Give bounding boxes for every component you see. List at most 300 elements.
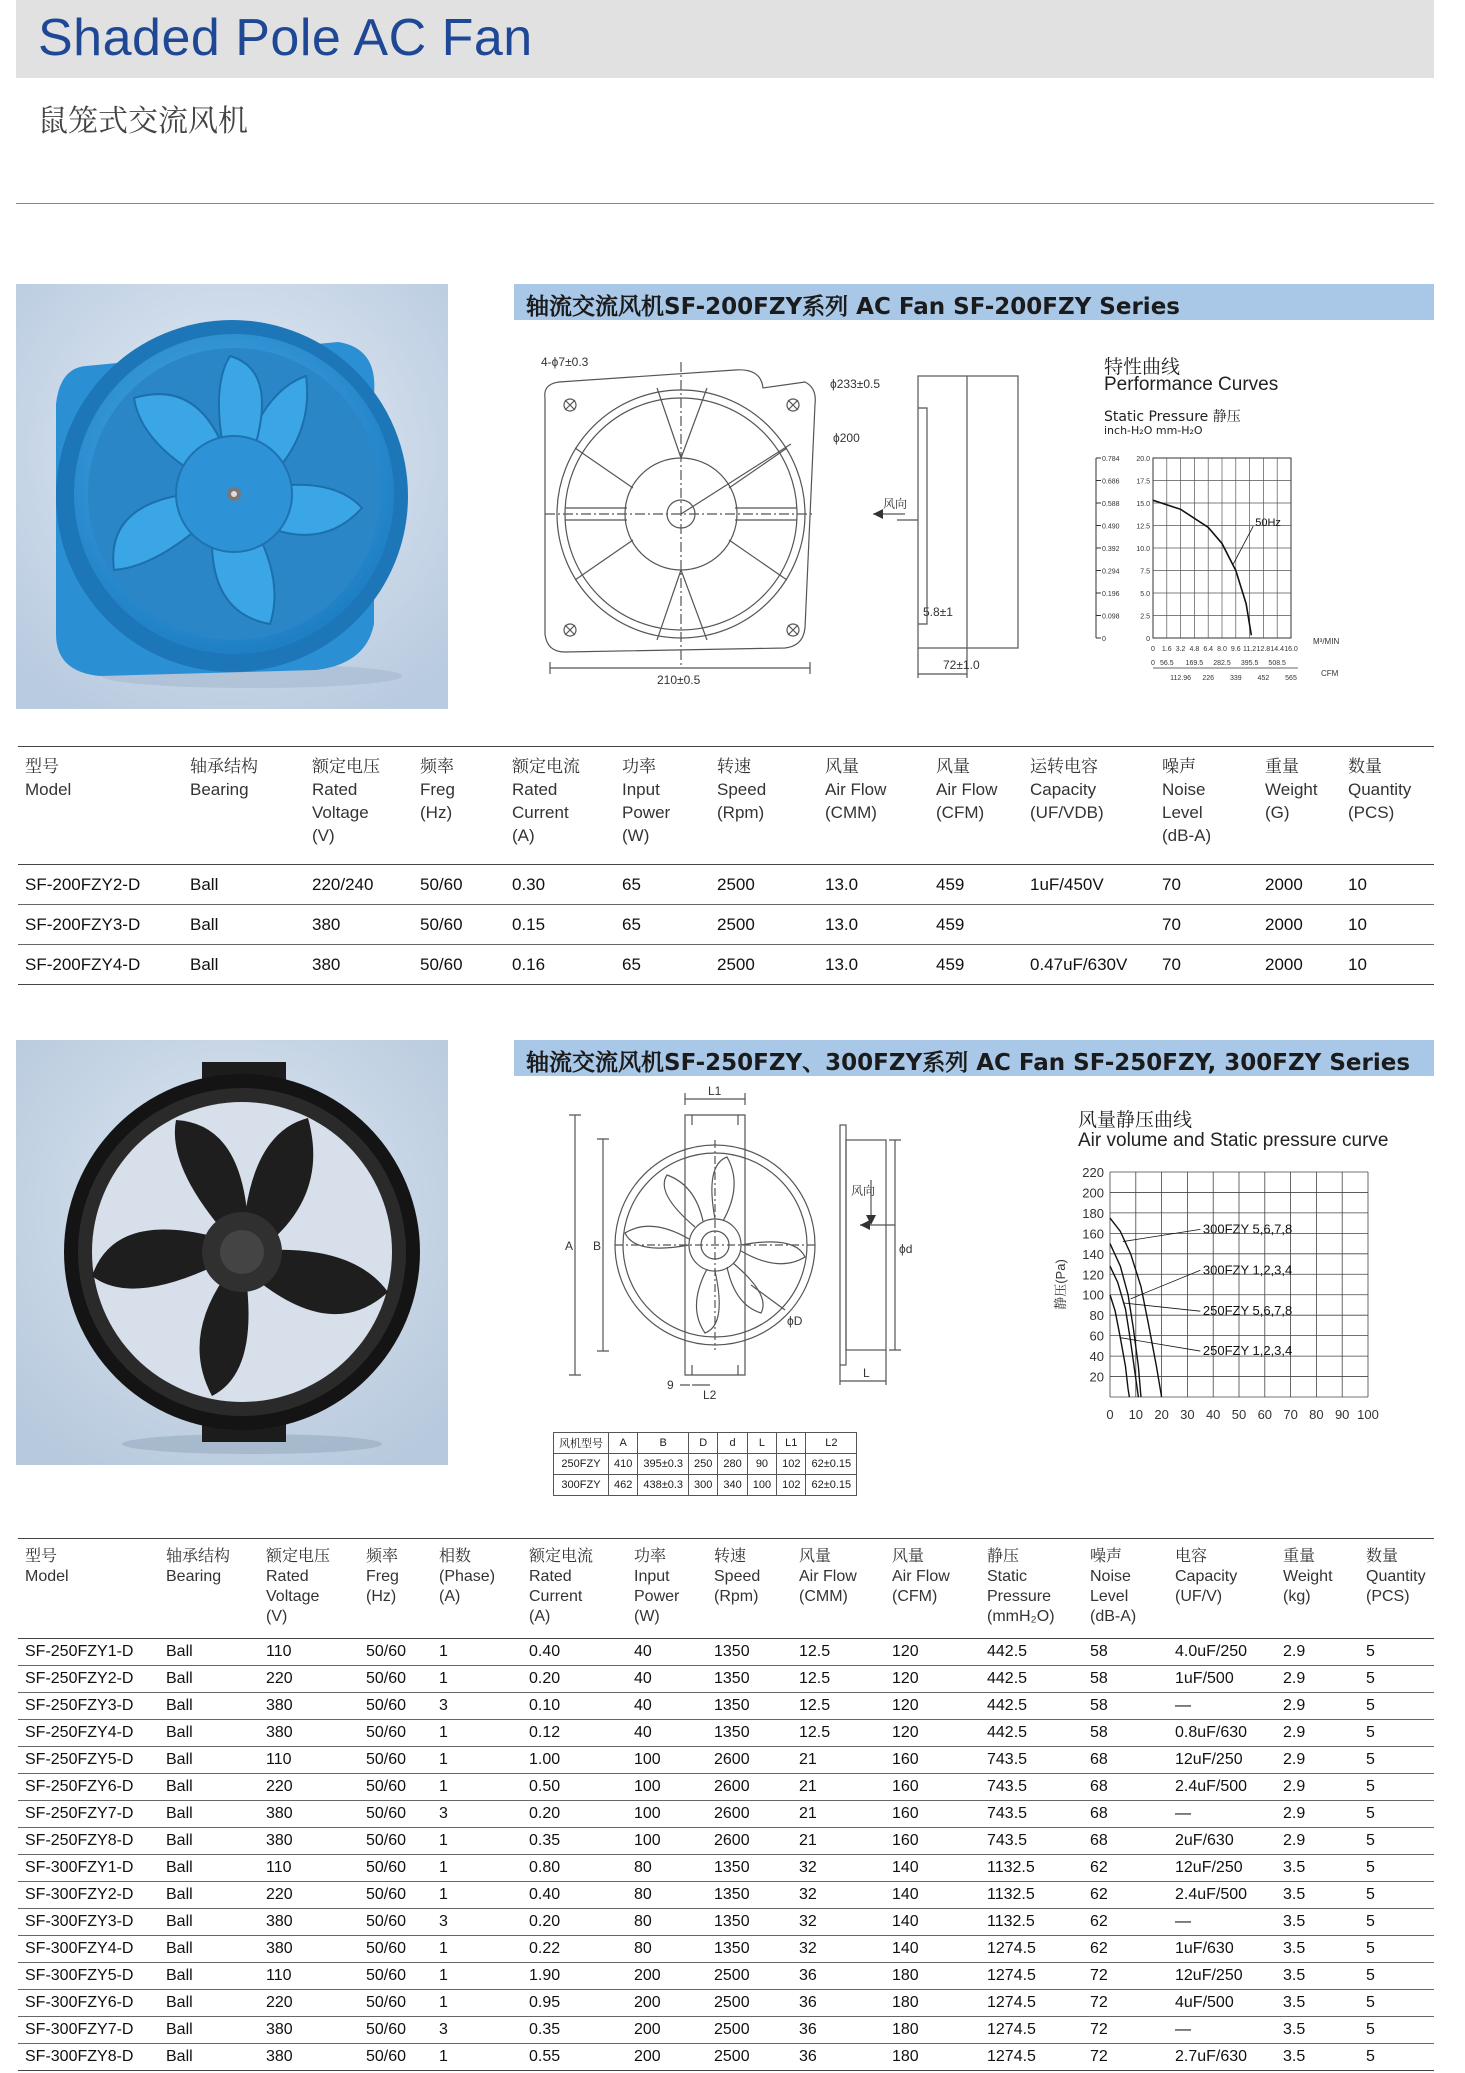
table-cell: 0.20 bbox=[529, 1670, 561, 1687]
table-cell: 200 bbox=[634, 1967, 661, 1984]
table-cell: 442.5 bbox=[987, 1724, 1028, 1741]
table-cell: 2.9 bbox=[1283, 1670, 1306, 1687]
table-cell: 1uF/630 bbox=[1175, 1940, 1234, 1957]
table-cell: 5 bbox=[1366, 1697, 1375, 1714]
table-cell: 250 bbox=[689, 1454, 718, 1475]
table-cell: 0.50 bbox=[529, 1778, 561, 1795]
table-cell: 68 bbox=[1090, 1832, 1108, 1849]
table-cell: SF-200FZY4-D bbox=[25, 954, 141, 974]
table-cell: 110 bbox=[266, 1751, 292, 1768]
table-cell: 50/60 bbox=[366, 1832, 407, 1849]
table-cell: 50/60 bbox=[420, 874, 463, 894]
table-cell: 2600 bbox=[714, 1778, 750, 1795]
table-cell: d bbox=[718, 1433, 747, 1454]
table-cell: 2.9 bbox=[1283, 1697, 1306, 1714]
table-cell: 62 bbox=[1090, 1886, 1108, 1903]
table-cell: 0.16 bbox=[512, 954, 546, 974]
series-leader bbox=[1233, 526, 1253, 564]
table-cell: 1274.5 bbox=[987, 1967, 1036, 1984]
table-cell: 72 bbox=[1090, 2048, 1108, 2065]
table-cell: 442.5 bbox=[987, 1670, 1028, 1687]
page-title: Shaded Pole AC Fan bbox=[38, 9, 533, 67]
table-cell: — bbox=[1175, 1913, 1191, 1930]
table-cell: SF-250FZY6-D bbox=[25, 1778, 134, 1795]
tick-label-cfm: 56.5 bbox=[1159, 660, 1174, 667]
table-cell: 2600 bbox=[714, 1751, 750, 1768]
table-row bbox=[18, 1909, 1434, 1936]
table-cell: Ball bbox=[166, 1697, 193, 1714]
table-cell: 70 bbox=[1162, 874, 1181, 894]
tick-label-inch: 0.098 bbox=[1102, 613, 1120, 621]
table-cell: 100 bbox=[634, 1778, 661, 1795]
table-cell: 1 bbox=[439, 1832, 448, 1849]
tick-label-y: 200 bbox=[1082, 1185, 1104, 1201]
drawing-label-A: A bbox=[565, 1239, 574, 1253]
dimensions-table bbox=[553, 1432, 857, 1496]
table-cell: Ball bbox=[166, 1805, 193, 1822]
table-cell: 12.5 bbox=[799, 1724, 831, 1741]
table-cell: 80 bbox=[634, 1913, 652, 1930]
table-cell: 10 bbox=[1348, 954, 1367, 974]
sf200-header-6: 转速 Speed (Rpm) bbox=[717, 757, 767, 822]
table-cell: 40 bbox=[634, 1643, 652, 1660]
table-cell: SF-200FZY3-D bbox=[25, 914, 141, 934]
table-cell: 1274.5 bbox=[987, 2048, 1036, 2065]
tick-label-x: 60 bbox=[1257, 1407, 1273, 1422]
table-cell: 442.5 bbox=[987, 1697, 1028, 1714]
tick-label-cmm: 3.2 bbox=[1175, 646, 1186, 653]
tick-label-mm: 17.5 bbox=[1136, 478, 1150, 486]
table-cell: 13.0 bbox=[825, 874, 859, 894]
sf250-header-7: 转速 Speed (Rpm) bbox=[714, 1548, 761, 1605]
table-cell: 50/60 bbox=[366, 1886, 407, 1903]
table-cell: SF-300FZY4-D bbox=[25, 1940, 134, 1957]
table-cell: 62 bbox=[1090, 1940, 1108, 1957]
table-cell: 12uF/250 bbox=[1175, 1967, 1243, 1984]
table-cell: 280 bbox=[718, 1454, 747, 1475]
drawing-label-airflow: 风向 bbox=[851, 1184, 876, 1198]
tick-label-cmm: 1.6 bbox=[1161, 646, 1172, 653]
table-cell: 2.7uF/630 bbox=[1175, 2048, 1248, 2065]
table-cell: 0.22 bbox=[529, 1940, 561, 1957]
table-cell: 140 bbox=[892, 1913, 919, 1930]
table-cell: 395±0.3 bbox=[638, 1454, 689, 1475]
table-cell: Ball bbox=[166, 1886, 193, 1903]
table-cell: SF-250FZY5-D bbox=[25, 1751, 134, 1768]
table-cell: 1uF/500 bbox=[1175, 1670, 1234, 1687]
tick-label-mm: 15.0 bbox=[1136, 501, 1150, 508]
table-cell: 5 bbox=[1366, 2048, 1375, 2065]
table-cell: 2500 bbox=[714, 2048, 750, 2065]
table-row bbox=[554, 1433, 857, 1454]
fan-photo-sf250-300 bbox=[16, 1040, 448, 1465]
tick-label-inch: 0.588 bbox=[1102, 501, 1120, 508]
tick-label-cfm: 112.96 bbox=[1170, 675, 1192, 682]
table-cell: 2600 bbox=[714, 1805, 750, 1822]
table-cell: 2uF/630 bbox=[1175, 1832, 1234, 1849]
table-cell: 2000 bbox=[1265, 914, 1303, 934]
table-cell: 0.35 bbox=[529, 1832, 561, 1849]
table-cell: 32 bbox=[799, 1913, 817, 1930]
table-cell: 2000 bbox=[1265, 874, 1303, 894]
table-cell: 5 bbox=[1366, 1778, 1375, 1795]
table-cell: 459 bbox=[936, 914, 965, 934]
sf200-header-3: 频率 Freg (Hz) bbox=[420, 757, 455, 822]
series-label-0: 300FZY 5,6,7,8 bbox=[1202, 1221, 1293, 1237]
table-cell: 50/60 bbox=[366, 2048, 407, 2065]
tick-label-mm: 12.5 bbox=[1136, 523, 1150, 531]
table-cell: 120 bbox=[892, 1697, 919, 1714]
table-row bbox=[18, 2044, 1434, 2071]
table-cell: Ball bbox=[166, 1751, 193, 1768]
table-cell: 50/60 bbox=[366, 2021, 407, 2038]
table-row bbox=[18, 2017, 1434, 2044]
title-band bbox=[16, 0, 1434, 78]
table-cell: 4uF/500 bbox=[1175, 1994, 1234, 2011]
series-label-2: 250FZY 5,6,7,8 bbox=[1202, 1303, 1293, 1319]
table-cell: 2.9 bbox=[1283, 1643, 1306, 1660]
sf250-header-5: 额定电流 Rated Current (A) bbox=[529, 1548, 594, 1625]
table-cell: 459 bbox=[936, 954, 965, 974]
table-cell: 1 bbox=[439, 1940, 448, 1957]
table-cell: 140 bbox=[892, 1859, 919, 1876]
table-cell: 300FZY bbox=[554, 1475, 609, 1496]
drawing-label-nine: 9 bbox=[667, 1378, 674, 1392]
tick-label-cfm: 0 bbox=[1151, 660, 1155, 667]
drawing-label-airflow: 风向 bbox=[883, 497, 908, 511]
spec-table-sf250-300 bbox=[18, 1538, 1434, 2071]
table-cell: SF-300FZY7-D bbox=[25, 2021, 134, 2038]
table-cell: 58 bbox=[1090, 1670, 1108, 1687]
table-cell: SF-300FZY3-D bbox=[25, 1913, 134, 1930]
table-cell: 0.40 bbox=[529, 1643, 561, 1660]
tick-label-y: 100 bbox=[1082, 1287, 1104, 1303]
table-cell: 1350 bbox=[714, 1886, 750, 1903]
table-cell: 180 bbox=[892, 1967, 919, 1984]
table-cell: 110 bbox=[266, 1859, 292, 1876]
tick-label-x: 70 bbox=[1283, 1407, 1298, 1422]
tick-label-cmm: 0 bbox=[1151, 646, 1155, 653]
table-cell: Ball bbox=[190, 874, 219, 894]
table-cell: SF-250FZY1-D bbox=[25, 1643, 134, 1660]
table-cell: 250FZY bbox=[554, 1454, 609, 1475]
table-cell: 0.12 bbox=[529, 1724, 561, 1741]
table-row bbox=[18, 1639, 1434, 1666]
table-cell: 50/60 bbox=[366, 1778, 407, 1795]
table-cell: 220 bbox=[266, 1670, 293, 1687]
tick-label-cmm: 16.0 bbox=[1284, 646, 1298, 653]
tick-label-cfm: 395.5 bbox=[1240, 660, 1259, 667]
table-cell: 200 bbox=[634, 2021, 661, 2038]
series-line-50hz bbox=[1153, 500, 1251, 635]
table-cell: — bbox=[1175, 1697, 1191, 1714]
table-cell: 0.55 bbox=[529, 2048, 561, 2065]
table-cell: 50/60 bbox=[366, 1751, 407, 1768]
table-cell: 1uF/450V bbox=[1030, 874, 1104, 894]
sf250-header-10: 静压 Static Pressure (mmH₂O) bbox=[987, 1548, 1055, 1625]
table-cell: 180 bbox=[892, 2048, 919, 2065]
table-cell: 102 bbox=[777, 1475, 806, 1496]
table-cell: 140 bbox=[892, 1940, 919, 1957]
table-cell: 3 bbox=[439, 1913, 448, 1930]
sf200-header-4: 额定电流 Rated Current (A) bbox=[512, 757, 580, 845]
drawing-label-dia: ϕ200 bbox=[833, 431, 860, 445]
table-cell: 0.20 bbox=[529, 1913, 561, 1930]
tick-label-inch: 0.686 bbox=[1102, 478, 1120, 486]
sf200-header-10: 噪声 Noise Level (dB-A) bbox=[1162, 757, 1212, 845]
drawing-label-L: L bbox=[863, 1366, 870, 1380]
sf200-header-8: 风量 Air Flow (CFM) bbox=[936, 757, 998, 822]
tick-label-cmm: 9.6 bbox=[1230, 646, 1241, 653]
axis-unit-cmm: M³/MIN bbox=[1313, 637, 1340, 646]
table-cell: 1.00 bbox=[529, 1751, 561, 1768]
sf200-header-2: 额定电压 Rated Voltage (V) bbox=[312, 757, 380, 845]
table-row bbox=[18, 1693, 1434, 1720]
table-cell: 743.5 bbox=[987, 1751, 1028, 1768]
table-cell: 380 bbox=[266, 2021, 293, 2038]
table-cell: 1274.5 bbox=[987, 1994, 1036, 2011]
table-cell: 3.5 bbox=[1283, 2021, 1306, 2038]
sf250-header-11: 噪声 Noise Level (dB-A) bbox=[1090, 1548, 1137, 1625]
table-cell: 160 bbox=[892, 1751, 919, 1768]
sf250-header-3: 频率 Freg (Hz) bbox=[366, 1548, 399, 1605]
table-cell: 32 bbox=[799, 1859, 817, 1876]
tick-label-y: 40 bbox=[1089, 1349, 1104, 1365]
table-cell: Ball bbox=[166, 1778, 193, 1795]
table-cell: 0.15 bbox=[512, 914, 546, 934]
table-cell: 1 bbox=[439, 1751, 448, 1768]
table-cell: 743.5 bbox=[987, 1832, 1028, 1849]
table-row bbox=[18, 1882, 1434, 1909]
table-cell: Ball bbox=[166, 1643, 193, 1660]
table-cell: 743.5 bbox=[987, 1778, 1028, 1795]
tick-label-inch: 0.784 bbox=[1102, 456, 1120, 463]
tick-label-y: 60 bbox=[1089, 1328, 1104, 1344]
table-cell: 1350 bbox=[714, 1670, 750, 1687]
table-row bbox=[18, 1990, 1434, 2017]
table-cell: 72 bbox=[1090, 2021, 1108, 2038]
table-cell: 1350 bbox=[714, 1697, 750, 1714]
tick-label-cmm: 4.8 bbox=[1189, 646, 1200, 653]
table-cell: SF-250FZY8-D bbox=[25, 1832, 134, 1849]
table-cell: 0.40 bbox=[529, 1886, 561, 1903]
table-row bbox=[18, 1801, 1434, 1828]
tick-label-cfm: 282.5 bbox=[1213, 660, 1231, 667]
sf200-header-0: 型号 Model bbox=[25, 757, 72, 799]
drawing-sf250-300 bbox=[555, 1085, 925, 1410]
perf-curve-title-cn: 特性曲线 bbox=[1104, 356, 1181, 378]
tick-label-mm: 7.5 bbox=[1140, 568, 1150, 576]
table-cell: 2500 bbox=[714, 1967, 750, 1984]
table-cell bbox=[1023, 905, 1155, 945]
table-cell: 102 bbox=[777, 1454, 806, 1475]
tick-label-cfm: 508.5 bbox=[1268, 660, 1286, 667]
table-cell: 380 bbox=[312, 954, 341, 974]
table-row bbox=[18, 945, 1434, 985]
table-cell: 160 bbox=[892, 1832, 919, 1849]
sf200-header-12: 数量 Quantity (PCS) bbox=[1348, 757, 1412, 822]
table-cell: 2.9 bbox=[1283, 1751, 1306, 1768]
table-cell: 100 bbox=[634, 1751, 661, 1768]
table-cell: 72 bbox=[1090, 1967, 1108, 1984]
table-cell: 200 bbox=[634, 2048, 661, 2065]
table-cell: 65 bbox=[622, 914, 641, 934]
table-cell: 0.8uF/630 bbox=[1175, 1724, 1248, 1741]
table-cell: 1350 bbox=[714, 1859, 750, 1876]
table-cell: 50/60 bbox=[366, 1724, 407, 1741]
table-cell: 0.80 bbox=[529, 1859, 561, 1876]
table-cell: 380 bbox=[266, 1940, 293, 1957]
table-row bbox=[18, 1666, 1434, 1693]
axis-title-y: 静压(Pa) bbox=[1053, 1259, 1068, 1310]
table-cell: — bbox=[1175, 1805, 1191, 1822]
table-cell: 10 bbox=[1348, 914, 1367, 934]
tick-label-y: 120 bbox=[1082, 1267, 1104, 1283]
table-cell: 40 bbox=[634, 1697, 652, 1714]
table-cell: 160 bbox=[892, 1805, 919, 1822]
table-cell: 380 bbox=[266, 1724, 293, 1741]
tick-label-x: 0 bbox=[1106, 1407, 1114, 1422]
table-cell: SF-200FZY2-D bbox=[25, 874, 141, 894]
table-cell: 1 bbox=[439, 1994, 448, 2011]
sf200-header-5: 功率 Input Power (W) bbox=[622, 757, 671, 845]
table-cell: 380 bbox=[266, 1697, 293, 1714]
table-cell: 120 bbox=[892, 1643, 919, 1660]
table-cell: 5 bbox=[1366, 1886, 1375, 1903]
table-cell: 2500 bbox=[717, 874, 755, 894]
table-cell: 1350 bbox=[714, 1724, 750, 1741]
table-cell: 743.5 bbox=[987, 1805, 1028, 1822]
table-cell: 70 bbox=[1162, 914, 1181, 934]
table-cell: 90 bbox=[747, 1454, 776, 1475]
table-cell: 380 bbox=[266, 1913, 293, 1930]
spec-table-sf200 bbox=[18, 746, 1434, 985]
table-cell: 1 bbox=[439, 2048, 448, 2065]
table-cell: 340 bbox=[718, 1475, 747, 1496]
table-row bbox=[18, 1774, 1434, 1801]
table-cell: 3.5 bbox=[1283, 1886, 1306, 1903]
table-cell: SF-250FZY3-D bbox=[25, 1697, 134, 1714]
table-cell: 50/60 bbox=[366, 1859, 407, 1876]
table-cell: 40 bbox=[634, 1724, 652, 1741]
table-cell: 220 bbox=[266, 1886, 293, 1903]
table-cell: 3 bbox=[439, 2021, 448, 2038]
table-cell: 1274.5 bbox=[987, 1940, 1036, 1957]
table-cell: 12.5 bbox=[799, 1670, 831, 1687]
tick-label-mm: 5.0 bbox=[1140, 591, 1150, 598]
sf200-header-7: 风量 Air Flow (CMM) bbox=[825, 757, 887, 822]
table-cell: 5 bbox=[1366, 1994, 1375, 2011]
page-subtitle: 鼠笼式交流风机 bbox=[38, 104, 248, 139]
table-cell: 380 bbox=[312, 914, 341, 934]
table-cell: 80 bbox=[634, 1886, 652, 1903]
axis-unit-cfm: CFM bbox=[1321, 669, 1339, 678]
table-cell: 2.9 bbox=[1283, 1805, 1306, 1822]
tick-label-x: 80 bbox=[1309, 1407, 1324, 1422]
table-cell: 10 bbox=[1348, 874, 1367, 894]
table-cell: 80 bbox=[634, 1859, 652, 1876]
table-cell: 2500 bbox=[714, 1994, 750, 2011]
table-cell: 438±0.3 bbox=[638, 1475, 689, 1496]
tick-label-cmm: 8.0 bbox=[1217, 646, 1227, 653]
sf250-header-9: 风量 Air Flow (CFM) bbox=[892, 1548, 950, 1605]
table-cell: 1 bbox=[439, 1778, 448, 1795]
table-cell: 50/60 bbox=[420, 914, 463, 934]
tick-label-mm: 10.0 bbox=[1136, 546, 1150, 553]
table-row bbox=[18, 1855, 1434, 1882]
table-cell: 50/60 bbox=[366, 1940, 407, 1957]
table-cell: 1 bbox=[439, 1859, 448, 1876]
drawing-label-L2: L2 bbox=[703, 1388, 717, 1402]
table-cell: 3 bbox=[439, 1805, 448, 1822]
tick-label-cfm: 452 bbox=[1257, 675, 1270, 682]
table-cell: 0.30 bbox=[512, 874, 546, 894]
table-cell: 2500 bbox=[714, 2021, 750, 2038]
drawing-sf200 bbox=[535, 348, 1035, 693]
table-cell: 4.0uF/250 bbox=[1175, 1643, 1248, 1660]
table-cell: 220 bbox=[266, 1778, 293, 1795]
table-cell: 50/60 bbox=[366, 1913, 407, 1930]
tick-label-x: 30 bbox=[1180, 1407, 1195, 1422]
table-cell: 36 bbox=[799, 1967, 817, 1984]
table-cell: 5 bbox=[1366, 2021, 1375, 2038]
table-cell: 2.4uF/500 bbox=[1175, 1886, 1248, 1903]
table-cell: 1132.5 bbox=[987, 1913, 1035, 1930]
tick-label-cfm: 339 bbox=[1229, 675, 1242, 682]
table-cell: 32 bbox=[799, 1940, 817, 1957]
table-cell: SF-300FZY1-D bbox=[25, 1859, 134, 1876]
table-cell: 160 bbox=[892, 1778, 919, 1795]
table-cell: 120 bbox=[892, 1670, 919, 1687]
table-cell: 3.5 bbox=[1283, 1940, 1306, 1957]
tick-label-cmm: 14.4 bbox=[1270, 646, 1285, 653]
table-row bbox=[18, 1720, 1434, 1747]
table-cell: L bbox=[747, 1433, 776, 1454]
sf250-header-4: 相数 (Phase) (A) bbox=[439, 1548, 496, 1605]
table-cell: 风机型号 bbox=[554, 1433, 609, 1454]
table-cell: 13.0 bbox=[825, 914, 859, 934]
tick-label-x: 20 bbox=[1154, 1407, 1169, 1422]
tick-label-x: 90 bbox=[1334, 1407, 1350, 1422]
table-cell: 2500 bbox=[717, 914, 755, 934]
table-cell: 68 bbox=[1090, 1778, 1108, 1795]
table-cell: 5 bbox=[1366, 1805, 1375, 1822]
table-cell: 36 bbox=[799, 2048, 817, 2065]
table-cell: 32 bbox=[799, 1886, 817, 1903]
table-cell: 100 bbox=[747, 1475, 776, 1496]
table-row bbox=[18, 1828, 1434, 1855]
table-cell: 65 bbox=[622, 874, 641, 894]
table-cell: 0.47uF/630V bbox=[1030, 954, 1128, 974]
table-cell: 1 bbox=[439, 1886, 448, 1903]
tick-label-cmm: 6.4 bbox=[1203, 646, 1214, 653]
drawing-label-depth1: 5.8±1 bbox=[923, 605, 953, 619]
table-cell: D bbox=[689, 1433, 718, 1454]
table-cell: 180 bbox=[892, 1994, 919, 2011]
table-cell: 72 bbox=[1090, 1994, 1108, 2011]
table-cell: 120 bbox=[892, 1724, 919, 1741]
tick-label-inch: 0.392 bbox=[1102, 546, 1120, 553]
table-cell: 2.9 bbox=[1283, 1724, 1306, 1741]
table-cell: 68 bbox=[1090, 1751, 1108, 1768]
sf250-header-6: 功率 Input Power (W) bbox=[634, 1548, 680, 1625]
tick-label-cfm: 169.5 bbox=[1185, 660, 1204, 667]
series-line-1 bbox=[1110, 1244, 1141, 1397]
table-cell: Ball bbox=[166, 1724, 193, 1741]
table-row bbox=[18, 1963, 1434, 1990]
drawing-label-B: B bbox=[593, 1239, 602, 1253]
table-cell: 1.90 bbox=[529, 1967, 561, 1984]
